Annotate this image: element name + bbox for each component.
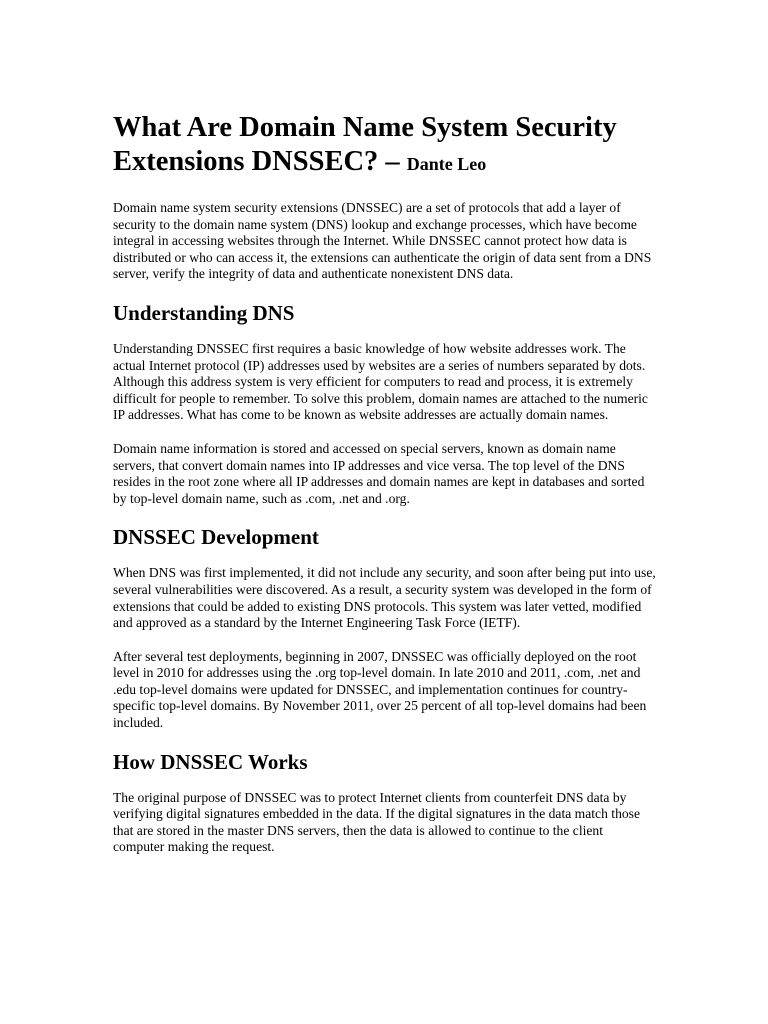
section-heading-how-dnssec-works: How DNSSEC Works xyxy=(113,749,308,774)
paragraph: The original purpose of DNSSEC was to protect Internet clients from counterfeit DNS data by verifying digital signatures embedded in the data. If the digital signatures in the data match those that are stored in the master DNS servers, then the data is allowed to continue to the client computer making the request. xyxy=(113,789,640,855)
paragraph: After several test deployments, beginning in 2007, DNSSEC was officially deployed on the root level in 2010 for addresses using the .org top-level domain. In late 2010 and 2011, .com, .net and .edu top-level domains were updated for DNSSEC, and implementation continues for country-specific top-level domains. By November 2011, over 25 percent of all top-level domains had been included. xyxy=(113,648,647,731)
section-heading-understanding-dns: Understanding DNS xyxy=(113,300,295,325)
title-dash: – xyxy=(385,146,400,177)
paragraph: When DNS was first implemented, it did not include any security, and soon after being put into use, several vulnerabilities were discovered. As a result, a security system was developed in the form of extensions that could be added to existing DNS protocols. This system was later vetted, modified and approved as a standard by the Internet Engineering Task Force (IETF). xyxy=(113,565,656,631)
author-name: Dante Leo xyxy=(406,154,487,174)
document-page xyxy=(113,111,657,873)
paragraph: Understanding DNSSEC first requires a basic knowledge of how website addresses work. The actual Internet protocol (IP) addresses used by websites are a series of numbers separated by dots. Although this address system is very efficient for computers to read and process, it is extremely difficult for people to remember. To solve this problem, domain names are attached to the numeric IP addresses. What has come to be known as website addresses are actually domain names. xyxy=(113,340,648,423)
section-heading-dnssec-development: DNSSEC Development xyxy=(113,525,319,550)
page-title xyxy=(113,111,657,181)
paragraph: Domain name information is stored and accessed on special servers, known as domain name servers, that convert domain names into IP addresses and vice versa. The top level of the DNS resides in the root zone where all IP addresses and domain names are kept in databases and sorted by top-level domain name, such as .com, .net and .org. xyxy=(113,440,645,506)
intro-paragraph: Domain name system security extensions (DNSSEC) are a set of protocols that add a layer of security to the domain name system (DNS) lookup and exchange processes, which have become integral in accessing websites through the Internet. While DNSSEC cannot protect how data is distributed or who can access it, the extensions can authenticate the origin of data sent from a DNS server, verify the integrity of data and authenticate nonexistent DNS data. xyxy=(113,200,652,282)
title-text: What Are Domain Name System Security Extensions DNSSEC? xyxy=(113,112,617,177)
